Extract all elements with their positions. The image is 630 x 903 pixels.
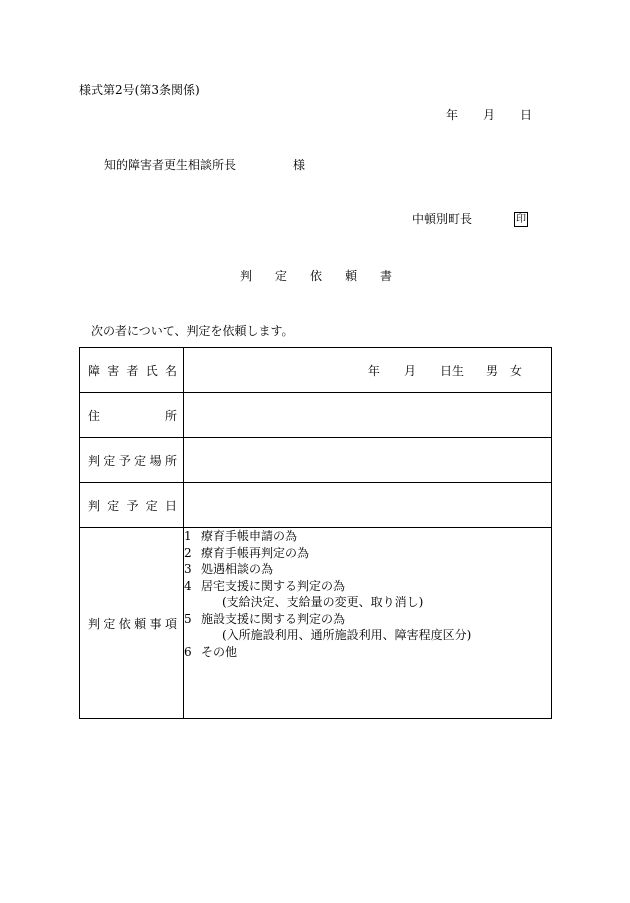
birth-year-label: 年 [367, 363, 380, 378]
list-item-note: (入所施設利用、通所施設利用、障害程度区分) [222, 628, 472, 642]
title-char: 定 [274, 269, 287, 283]
document-title [240, 269, 392, 283]
sex-male-option[interactable]: 男 [485, 363, 498, 378]
list-item-note: (支給決定、支給量の変更、取り消し) [222, 595, 424, 609]
label-char: 名 [164, 363, 177, 378]
label-char: 定 [103, 616, 116, 631]
sender [412, 212, 528, 227]
label-char: 予 [118, 453, 131, 468]
label-char: 害 [107, 363, 120, 378]
addressee [104, 158, 305, 172]
date-year-label: 年 [446, 108, 459, 122]
addressee-name: 知的障害者更生相談所長 [104, 158, 237, 172]
title-char: 依 [309, 269, 322, 283]
seal-mark: 印 [516, 214, 527, 225]
label-char: 判 [88, 498, 101, 513]
label-char: 所 [164, 453, 177, 468]
label-char: 予 [126, 498, 139, 513]
label-char: 事 [149, 616, 162, 631]
label-char: 頼 [134, 616, 147, 631]
list-item[interactable]: 4 居宅支援に関する判定の為 [184, 578, 346, 593]
field-date[interactable] [184, 483, 552, 528]
label-char: 障 [88, 363, 101, 378]
date-line [446, 108, 532, 122]
list-item[interactable]: 3 処遇相談の為 [184, 562, 274, 576]
list-item[interactable]: 6 その他 [184, 644, 238, 659]
title-char: 書 [379, 269, 392, 283]
row-matters [80, 528, 552, 719]
label-char: 場 [149, 453, 162, 468]
label-place [80, 438, 184, 483]
label-char: 定 [145, 498, 158, 513]
label-char: 住 [88, 408, 101, 423]
birth-sex-line [184, 362, 551, 379]
row-place [80, 438, 552, 483]
sender-name: 中頓別町長 [412, 212, 473, 226]
intro-text: 次の者について、判定を依頼します。 [91, 324, 294, 338]
label-date [80, 483, 184, 528]
birth-month-label: 月 [403, 363, 416, 378]
label-char: 日 [164, 498, 177, 513]
field-person-name[interactable] [184, 348, 552, 393]
field-matters[interactable] [184, 528, 552, 719]
label-char: 氏 [145, 363, 158, 378]
label-char: 所 [164, 408, 177, 423]
label-person-name [80, 348, 184, 393]
field-place[interactable] [184, 438, 552, 483]
row-address [80, 393, 552, 438]
label-address [80, 393, 184, 438]
title-char: 判 [240, 269, 253, 283]
label-char: 定 [103, 453, 116, 468]
date-day-label: 日 [520, 108, 533, 122]
label-char: 判 [88, 453, 101, 468]
label-char: 者 [126, 363, 139, 378]
label-char: 定 [134, 453, 147, 468]
sex-female-option[interactable]: 女 [509, 363, 522, 378]
addressee-honorific: 様 [293, 158, 306, 172]
label-char: 定 [107, 498, 120, 513]
request-form-table [79, 347, 552, 719]
date-month-label: 月 [483, 108, 496, 122]
row-date [80, 483, 552, 528]
list-item[interactable]: 1 療育手帳申請の為 [184, 529, 298, 543]
field-address[interactable] [184, 393, 552, 438]
list-item[interactable]: 5 施設支援に関する判定の為 [184, 611, 346, 626]
label-matters [80, 528, 184, 719]
birth-day-label: 日生 [439, 363, 464, 378]
list-item[interactable]: 2 療育手帳再判定の為 [184, 545, 310, 560]
form-number: 様式第2号(第3条関係) [79, 83, 200, 97]
label-char: 依 [118, 616, 131, 631]
row-person-name [80, 348, 552, 393]
label-char: 項 [164, 616, 177, 631]
label-char: 判 [88, 616, 101, 631]
title-char: 頼 [344, 269, 357, 283]
